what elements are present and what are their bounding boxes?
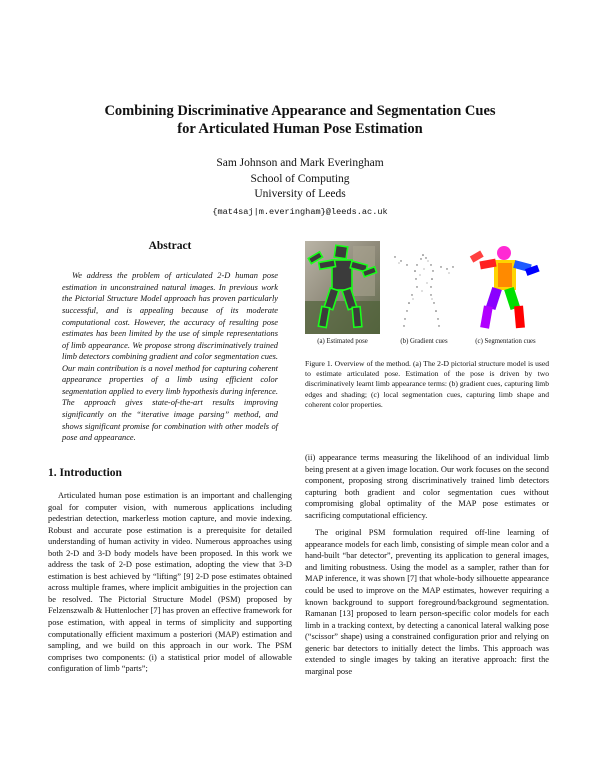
figure-1 — [305, 241, 549, 346]
abstract-heading: Abstract — [148, 240, 192, 252]
figure-panel-estimated-pose — [305, 241, 380, 334]
segmentation-cues-image — [468, 241, 543, 334]
abstract-text: We address the problem of articulated 2-D human pose estimation in unconstrained natural images. In previous work the Pictorial Structure Model approach has proven particularly successful, and is appealing because of its moderate computational cost. However, the accuracy of resulting pose estimates has been limited by the use of simple representations of limb appearance. We propose strong discriminatively trained limb detectors combining gradient and color segmentation cues. Our main contribution is a novel method for capturing coherent appearance properties of a limb using efficient color segmentation applied to every limb hypothesis during inference. The approach gives state-of-the-art results improving significantly on the “iterative image parsing” method, and shows significant promise for combination with other models of pose and appearance. — [62, 271, 278, 443]
figure-panel-gradient-cues — [387, 241, 461, 334]
subcaption-a: (a) Estimated pose — [317, 338, 368, 345]
section-heading-introduction: 1. Introduction — [48, 467, 122, 479]
email: {mat4saj|m.everingham}@leeds.ac.uk — [212, 206, 388, 217]
figure-1-caption: Figure 1. Overview of the method. (a) The 2-D pictorial structure model is used to estimate articulated pose. Estimation of the pose is driven by two discriminatively learnt limb appearance terms: (b) gradient cues, capturing limb edges and shading; (c) local segmentation cues, capturing limb shape and coherent color properties. — [305, 358, 549, 410]
intro-paragraph-1: Articulated human pose estimation is an important and challenging goal for computer vision, with numerous applications including pedestrian detection, markerless motion capture, and movie indexing. Robust and accurate pose estimation is a prerequisite for detailed understanding of human activity in video. Numerous approaches using both 2-D and 3-D body models have been proposed. In this work we address the task of 2-D pose estimation, adopting the view that 3-D estimation is best achieved by “lifting” [9] 2-D pose estimates obtained across multiple frames, where implicit ambiguities in the projection can be resolved. The Pictorial Structure Model (PSM) proposed by Felzenszwalb & Huttenlocher [7] has proven an effective framework for pose estimation, with appeal in terms of simplicity and supporting computationally efficient maximum a posteriori (MAP) estimation and sampling, and we build on this approach in our work. The PSM comprises two components: (i) a statistical prior model of allowable configuration of limb “parts”; — [48, 491, 292, 674]
affiliation-school: School of Computing — [250, 172, 350, 185]
title-line-2: for Articulated Human Pose Estimation — [177, 121, 423, 137]
intro-column — [48, 490, 292, 675]
estimated-pose-image — [305, 241, 380, 334]
subcaption-b: (b) Gradient cues — [400, 338, 448, 345]
right-paragraph-2: The original PSM formulation required off-line learning of appearance models for each limb, consisting of simple mean color and a hand-built “bar detector”, preventing its application to general images, and limiting robustness. Using the model as a sampler, rather than for MAP inference, it was shown [7] that whole-body silhouette appearance could be used to improve on the MAP estimates, however requiring a known background to support foreground/background segmentation. Ramanan [13] proposed to learn person-specific color models for each limb in a tracking context, by detecting a canonical lateral walking pose (“scissor” shape) using a constrained configuration prior and relying on generic bar detectors to initially detect the limbs. This approach was extended to single images by taking an iterative approach: first the marginal pose — [305, 528, 549, 676]
right-column-text — [305, 452, 549, 677]
authors: Sam Johnson and Mark Everingham — [216, 157, 384, 169]
right-paragraph-1: (ii) appearance terms measuring the likelihood of an individual limb being present at a given image location. Our work focuses on the second component, proposing strong discriminatively trained limb detectors capturing both gradient and color segmentation cues without compromising global optimality of the MAP pose estimates or sacrificing computational efficiency. — [305, 453, 549, 520]
author-block — [0, 156, 600, 220]
figure-panel-segmentation-cues — [468, 241, 543, 334]
paper-title — [0, 102, 600, 138]
title-line-1: Combining Discriminative Appearance and Segmentation Cues — [104, 103, 496, 119]
subcaption-c: (c) Segmentation cues — [475, 338, 536, 345]
gradient-cues-image — [387, 241, 461, 334]
affiliation-university: University of Leeds — [254, 188, 346, 200]
